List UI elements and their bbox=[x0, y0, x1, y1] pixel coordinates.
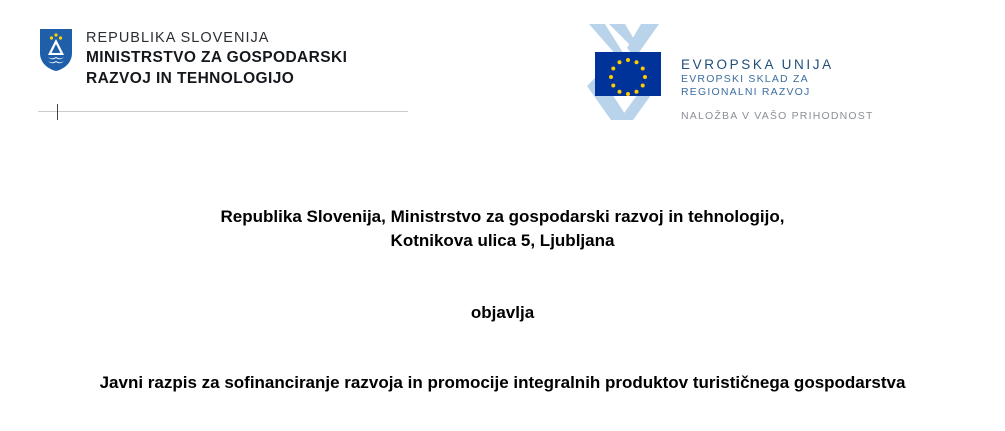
publishes-label: objavlja bbox=[470, 303, 535, 322]
document-body bbox=[0, 205, 1005, 395]
text-cursor bbox=[57, 104, 58, 120]
eu-line-union: EVROPSKA UNIJA bbox=[681, 57, 834, 72]
eu-flag-field bbox=[595, 52, 661, 96]
government-logo bbox=[38, 27, 347, 89]
eu-flag-icon bbox=[585, 22, 671, 122]
eu-logo-text bbox=[681, 22, 874, 123]
gov-line-republika: REPUBLIKA SLOVENIJA bbox=[86, 30, 270, 46]
document-header bbox=[0, 0, 1005, 140]
eu-line-fund: EVROPSKI SKLAD ZA bbox=[681, 73, 809, 85]
eu-stars bbox=[595, 52, 661, 96]
government-logo-text bbox=[86, 27, 347, 89]
eu-line-regional: REGIONALNI RAZVOJ bbox=[681, 86, 811, 98]
gov-line-razvoj: RAZVOJ IN TEHNOLOGIJO bbox=[86, 70, 295, 87]
eu-logo bbox=[585, 22, 874, 123]
document-title: Javni razpis za sofinanciranje razvoja in promocije integralnih produktov turističnega gospodarstva bbox=[99, 373, 906, 392]
logo-divider bbox=[38, 111, 408, 112]
eu-line-slogan: NALOŽBA V VAŠO PRIHODNOST bbox=[681, 110, 874, 122]
issuer-line-1: Republika Slovenija, Ministrstvo za gospodarski razvoj in tehnologijo, bbox=[220, 207, 785, 226]
issuer-block bbox=[93, 205, 913, 253]
gov-line-ministrstvo: MINISTRSTVO ZA GOSPODARSKI bbox=[86, 49, 348, 66]
slovenia-coat-of-arms-icon bbox=[38, 27, 74, 73]
issuer-line-2: Kotnikova ulica 5, Ljubljana bbox=[390, 231, 615, 250]
